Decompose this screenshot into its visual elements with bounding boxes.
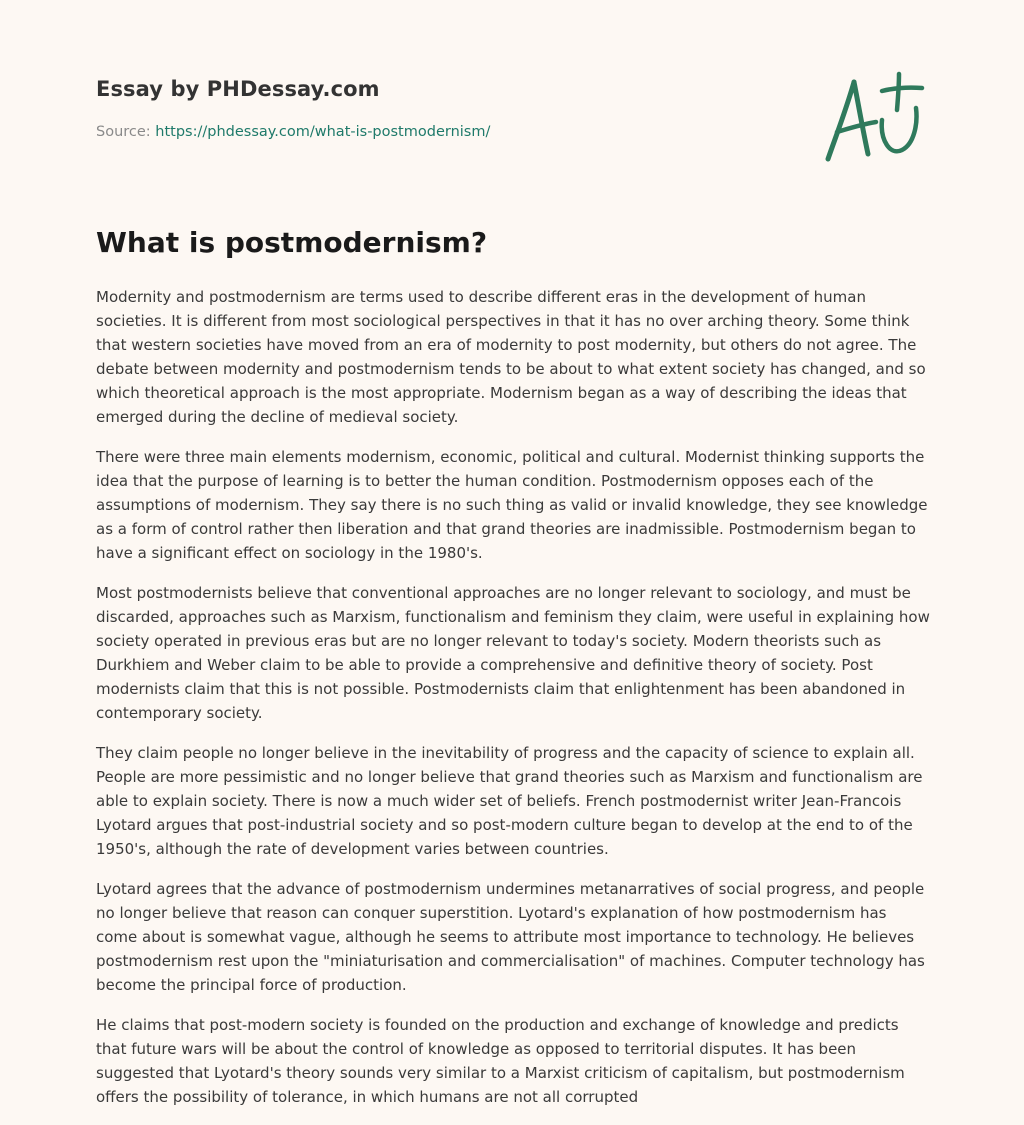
paragraph: Most postmodernists believe that conventional approaches are no longer relevant to sociology, and must be discarded, approaches such as Marxism, functionalism and feminism they claim, were useful in explaining how society operated in previous eras but are no longer relevant to today's society. Modern theorists such as Durkhiem and Weber claim to be able to provide a comprehensive and definitive theory of society. Post modernists claim that this is not possible. Postmodernists claim that enlightenment has been abandoned in contemporary society. [96, 584, 930, 722]
source-link[interactable]: https://phdessay.com/what-is-postmodernism/ [155, 124, 491, 140]
site-brand: Essay by PHDessay.com [96, 77, 380, 101]
source-line [96, 124, 490, 140]
paragraph: Lyotard agrees that the advance of postmodernism undermines metanarratives of social progress, and people no longer believe that reason can conquer superstition. Lyotard's explanation of how postmodernism has come about is somewhat vague, although he seems to attribute most importance to technology. He believes postmodernism rest upon the "miniaturisation and commercialisation" of machines. Computer technology has become the principal force of production. [96, 880, 925, 994]
essay-body [96, 285, 931, 1125]
paragraph: Modernity and postmodernism are terms used to describe different eras in the development of human societies. It is different from most sociological perspectives in that it has no over arching theory. Some think that western societies have moved from an era of modernity to post modernity, but others do not agree. The debate between modernity and postmodernism tends to be about to what extent society has changed, and so which theoretical approach is the most appropriate. Modernism began as a way of describing the ideas that emerged during the decline of medieval society. [96, 288, 926, 426]
paragraph: They claim people no longer believe in the inevitability of progress and the capacity of science to explain all. People are more pessimistic and no longer believe that grand theories such as Marxism and functionalism are able to explain society. There is now a much wider set of beliefs. French postmodernist writer Jean-Francois Lyotard argues that post-industrial society and so post-modern culture began to develop at the end to of the 1950's, although the rate of development varies between countries. [96, 744, 923, 858]
paragraph: There were three main elements modernism, economic, political and cultural. Modernist thinking supports the idea that the purpose of learning is to better the human condition. Postmodernism opposes each of the assumptions of modernism. They say there is no such thing as valid or invalid knowledge, they see knowledge as a form of control rather then liberation and that grand theories are inadmissible. Postmodernism began to have a significant effect on sociology in the 1980's. [96, 448, 928, 562]
paragraph: He claims that post-modern society is founded on the production and exchange of knowledge and predicts that future wars will be about the control of knowledge as opposed to territorial disputes. It has been suggested that Lyotard's theory sounds very similar to a Marxist criticism of capitalism, but postmodernism offers the possibility of tolerance, in which humans are not all corrupted [96, 1016, 905, 1106]
a-plus-grade-icon [820, 66, 930, 166]
page-title: What is postmodernism? [96, 226, 488, 259]
source-label: Source: [96, 124, 151, 140]
